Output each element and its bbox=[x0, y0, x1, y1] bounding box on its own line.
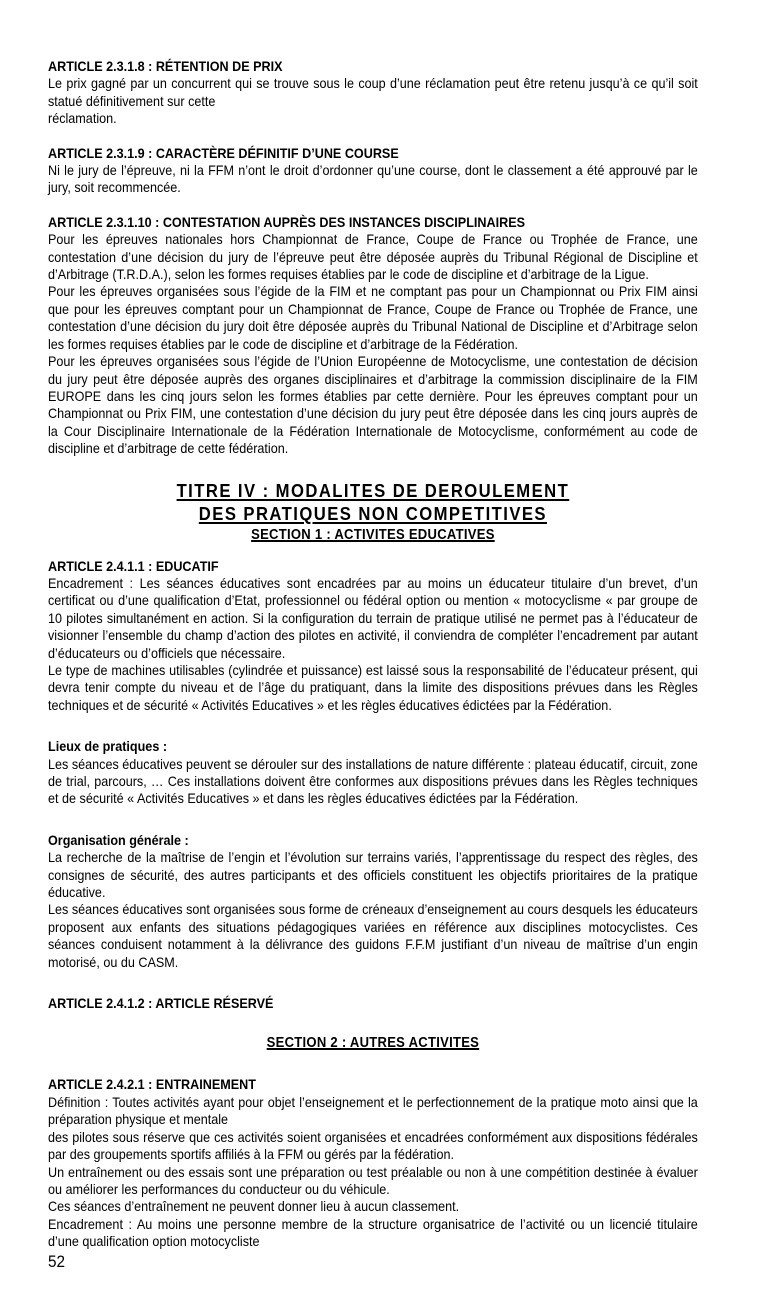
subsection-paragraph: Les séances éducatives peuvent se dérouler sur des installations de nature différente : plateau éducatif, circuit, zone de trial, parcours, … Ces installations doivent être conformes aux dispositions prévues dans les Règles techniques et de sécurité « Activités Educatives » et dans les règles éducatives édictées par la Fédération. bbox=[48, 755, 702, 807]
subsection-paragraph: La recherche de la maîtrise de l’engin et l’évolution sur terrains variés, l’apprentissage du respect des règles, des consignes de sécurité, des autres participants et des officiels constituent les objectifs prioritaires de la pratique éducative. bbox=[48, 849, 702, 901]
subsection-lieux-de-pratiques bbox=[48, 738, 702, 808]
article-title: ARTICLE 2.4.1.2 : ARTICLE RÉSERVÉ bbox=[48, 995, 274, 1012]
page-number: 52 bbox=[48, 1252, 66, 1271]
subsection-organisation-generale bbox=[48, 831, 702, 971]
article-paragraph: Encadrement : Au moins une personne membre de la structure organisatrice de l’activité ou un licencié titulaire d’une qualification option motocycliste bbox=[48, 1215, 702, 1250]
article-paragraph: Définition : Toutes activités ayant pour objet l’enseignement et le perfectionnement de la pratique moto ainsi que la préparation physique et mentale des pilotes sous réserve que ces activités soient organisées et encadrées conformément aux dispositions fédérales par des groupements sportifs affiliés à la FFM ou gérés par la fédération. bbox=[48, 1093, 698, 1163]
section-2-heading: SECTION 2 : AUTRES ACTIVITES bbox=[266, 1035, 480, 1052]
subsection-paragraph: Les séances éducatives sont organisées sous forme de créneaux d’enseignement au cours desquels les éducateurs proposent aux enfants des situations pédagogiques variées en référence aux disciplines motocyclistes. Ces séances conduisent notamment à la délivrance des guidons F.F.M justifiant d’un niveau de maîtrise d’un engin motorisé, ou du CASM. bbox=[48, 901, 702, 970]
article-2-3-1-10 bbox=[48, 213, 702, 458]
article-2-3-1-8 bbox=[48, 58, 698, 128]
article-title: ARTICLE 2.4.2.1 : ENTRAINEMENT bbox=[48, 1076, 256, 1093]
article-paragraph: Pour les épreuves nationales hors Championnat de France, Coupe de France ou Trophée de France, une contestation d’une décision du jury de l’épreuve peut être déposée auprès du Tribunal Régional de Discipline et d’Arbitrage (T.R.D.A.), selon les formes requises établies par le code de discipline et d’arbitrage de la Ligue. bbox=[48, 231, 702, 283]
article-paragraph: Ces séances d’entraînement ne peuvent donner lieu à aucun classement. bbox=[48, 1198, 460, 1215]
title-line: DES PRATIQUES NON COMPETITIVES bbox=[198, 502, 547, 524]
title-line: TITRE IV : MODALITES DE DEROULEMENT bbox=[176, 479, 570, 501]
article-title: ARTICLE 2.3.1.10 : CONTESTATION AUPRÈS DES INSTANCES DISCIPLINAIRES bbox=[48, 213, 525, 230]
article-title: ARTICLE 2.3.1.9 : CARACTÈRE DÉFINITIF D’UNE COURSE bbox=[48, 144, 399, 161]
article-2-4-1-2 bbox=[48, 995, 698, 1012]
article-2-4-2-1 bbox=[48, 1076, 702, 1250]
section-1-heading: SECTION 1 : ACTIVITES EDUCATIVES bbox=[251, 526, 495, 543]
article-title: ARTICLE 2.3.1.8 : RÉTENTION DE PRIX bbox=[48, 58, 283, 74]
subsection-title: Organisation générale : bbox=[48, 831, 189, 848]
article-paragraph: Le prix gagné par un concurrent qui se trouve sous le coup d’une réclamation peut être retenu jusqu’à ce qu’il soit statué définitivement sur cette réclamation. bbox=[48, 75, 698, 127]
article-paragraph: Pour les épreuves organisées sous l’égide de la FIM et ne comptant pas pour un Championnat ou Prix FIM ainsi que pour les épreuves comptant pour un Championnat de France, Coupe de France ou Trophée de France, une contestation d’une décision du jury doit être déposée auprès du Tribunal National de Discipline et d’Arbitrage selon les formes requises établies par le code de discipline et d’arbitrage de la Fédération. bbox=[48, 283, 702, 352]
article-title: ARTICLE 2.4.1.1 : EDUCATIF bbox=[48, 557, 219, 574]
page-body bbox=[48, 56, 702, 1251]
article-paragraph: Encadrement : Les séances éducatives sont encadrées par au moins un éducateur titulaire d’un brevet, d’un certificat ou d’une qualification d’Etat, professionnel ou fédéral option ou mention « motocyclisme « par groupe de 10 pilotes simultanément en action. Si la configuration du terrain de pratique utilisé ne permet pas à l’éducateur de visionner l’ensemble du champ d’action des pilotes en activité, il conviendra de compléter l’encadrement par autant d’éducateurs ou d’officiels que nécessaire. bbox=[48, 574, 702, 661]
article-2-4-1-1 bbox=[48, 557, 702, 715]
article-paragraph: Pour les épreuves organisées sous l’égide de l’Union Européenne de Motocyclisme, une contestation de décision du jury peut être déposée auprès des organes disciplinaires et d’arbitrage la commission disciplinaire de la FIM EUROPE dans les cinq jours selon les formes établies par cette dernière. Pour les épreuves comptant pour un Championnat ou Prix FIM, une contestation d’une décision du jury peut être déposée dans les cinq jours auprès de la Cour Disciplinaire Internationale de la Fédération Internationale de Motocyclisme, conformément au code de discipline et d’arbitrage de cette fédération. bbox=[48, 353, 702, 457]
subsection-title: Lieux de pratiques : bbox=[48, 738, 168, 755]
article-2-3-1-9 bbox=[48, 144, 702, 197]
article-paragraph: Un entraînement ou des essais sont une préparation ou test préalable ou non à une compétition destinée à évaluer ou améliorer les performances du conducteur ou du véhicule. bbox=[48, 1163, 702, 1197]
title-titre-iv bbox=[48, 479, 698, 544]
article-paragraph: Ni le jury de l’épreuve, ni la FFM n’ont le droit d’ordonner qu’une course, dont le classement a été approuvé par le jury, soit recommencée. bbox=[48, 162, 702, 196]
article-paragraph: Le type de machines utilisables (cylindrée et puissance) est laissé sous la responsabilité de l’éducateur présent, qui devra tenir compte du niveau et de l’âge du pratiquant, dans la limite des dispositions prévues dans les Règles techniques et de sécurité « Activités Educatives » et les règles éducatives édictées par la Fédération. bbox=[48, 661, 702, 713]
